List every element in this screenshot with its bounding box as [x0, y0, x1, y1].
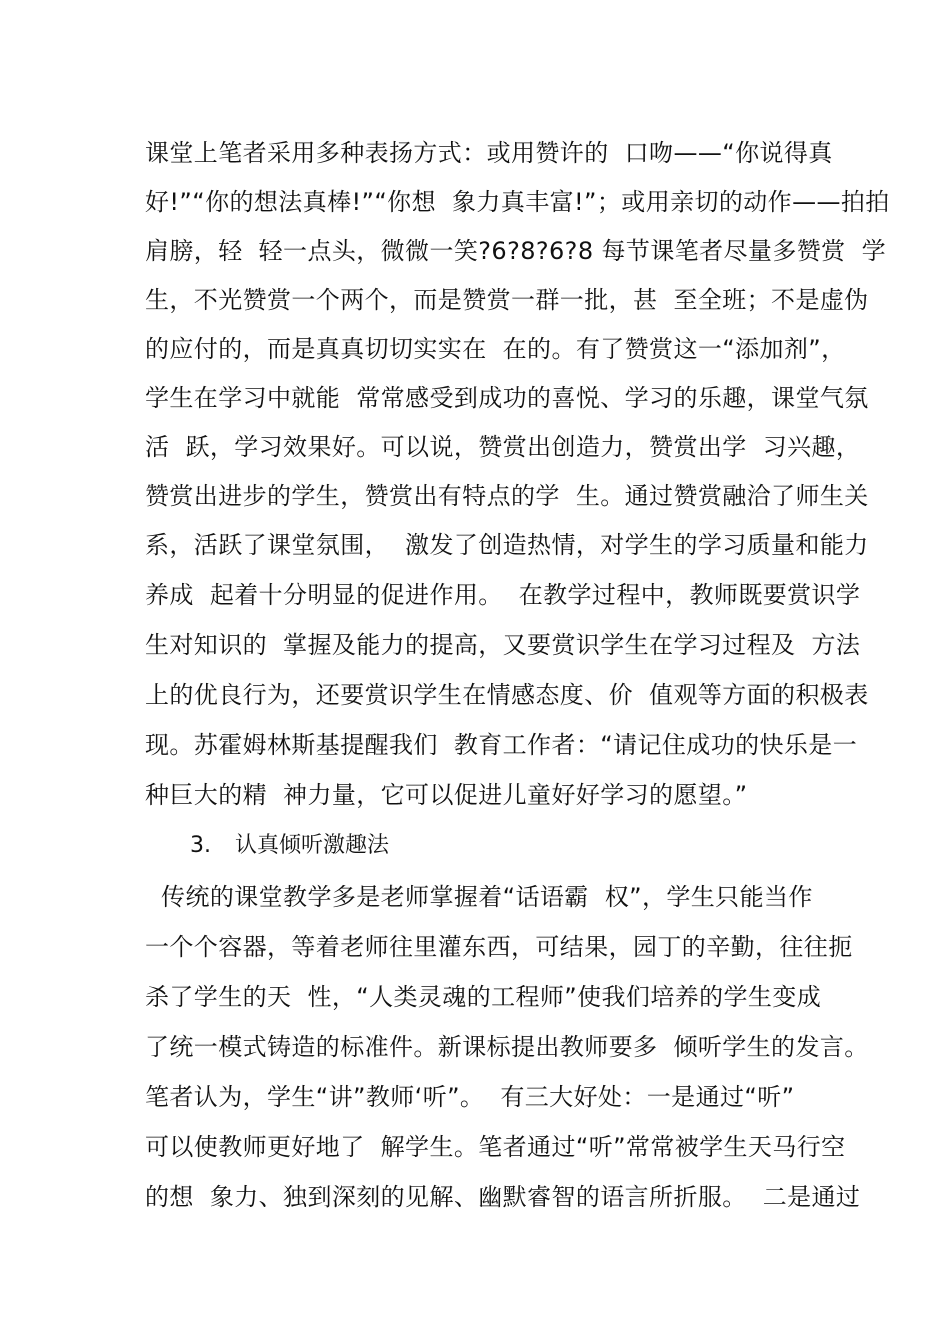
paragraph-1-line-9: 系，活跃了课堂氛围， 激发了创造热情，对学生的学习质量和能力: [145, 531, 869, 559]
paragraph-1-line-12: 上的优良行为，还要赏识学生在情感态度、价 值观等方面的积极表: [145, 681, 869, 709]
paragraph-1-line-4: 生，不光赞赏一个两个，而是赞赏一群一批，甚 至全班；不是虚伪: [145, 286, 869, 314]
paragraph-1-line-10: 养成 起着十分明显的促进作用。 在教学过程中，教师既要赏识学: [145, 581, 861, 609]
section-heading: [190, 831, 389, 861]
paragraph-2-line-4: 了统一模式铸造的标准件。新课标提出教师要多 倾听学生的发言。: [145, 1033, 869, 1061]
paragraph-1-line-5: 的应付的，而是真真切切实实在 在的。有了赞赏这一“添加剂”，: [145, 335, 846, 363]
paragraph-2-line-1: 传统的课堂教学多是老师掌握着“话语霸 权”，学生只能当作: [145, 883, 813, 911]
section-number: 3.: [190, 833, 211, 858]
paragraph-1-line-2: 好!”“你的想法真棒!”“你想 象力真丰富!”；或用亲切的动作——拍拍: [145, 188, 890, 216]
paragraph-1-line-7: 活 跃，学习效果好。可以说，赞赏出创造力，赞赏出学 习兴趣，: [145, 433, 861, 461]
paragraph-1-line-11: 生对知识的 掌握及能力的提高，又要赏识学生在学习过程及 方法: [145, 631, 861, 659]
paragraph-2-line-3: 杀了学生的天 性，“人类灵魂的工程师”使我们培养的学生变成: [145, 983, 822, 1011]
paragraph-2-line-7: 的想 象力、独到深刻的见解、幽默睿智的语言所折服。 二是通过: [145, 1183, 861, 1211]
section-title: 认真倾听激趣法: [235, 833, 390, 858]
paragraph-1-line-14: 种巨大的精 神力量，它可以促进儿童好好学习的愿望。”: [145, 781, 748, 809]
paragraph-1-line-1: 课堂上笔者采用多种表扬方式：或用赞许的 口吻——“你说得真: [145, 139, 833, 167]
paragraph-1-line-6: 学生在学习中就能 常常感受到成功的喜悦、学习的乐趣，课堂气氛: [145, 384, 869, 412]
paragraph-2-line-2: 一个个容器，等着老师往里灌东西，可结果，园丁的辛勤，往往扼: [145, 933, 853, 961]
paragraph-1-line-3: 肩膀，轻 轻一点头，微微一笑?6?8?6?8 每节课笔者尽量多赞赏 学: [145, 237, 886, 265]
paragraph-1-line-8: 赞赏出进步的学生，赞赏出有特点的学 生。通过赞赏融洽了师生关: [145, 482, 869, 510]
paragraph-2-line-6: 可以使教师更好地了 解学生。笔者通过“听”常常被学生天马行空: [145, 1133, 846, 1161]
paragraph-1-line-13: 现。苏霍姆林斯基提醒我们 教育工作者：“请记住成功的快乐是一: [145, 731, 858, 759]
paragraph-2-line-5: 笔者认为，学生“讲”教师‘听”。 有三大好处：一是通过“听”: [145, 1083, 795, 1111]
